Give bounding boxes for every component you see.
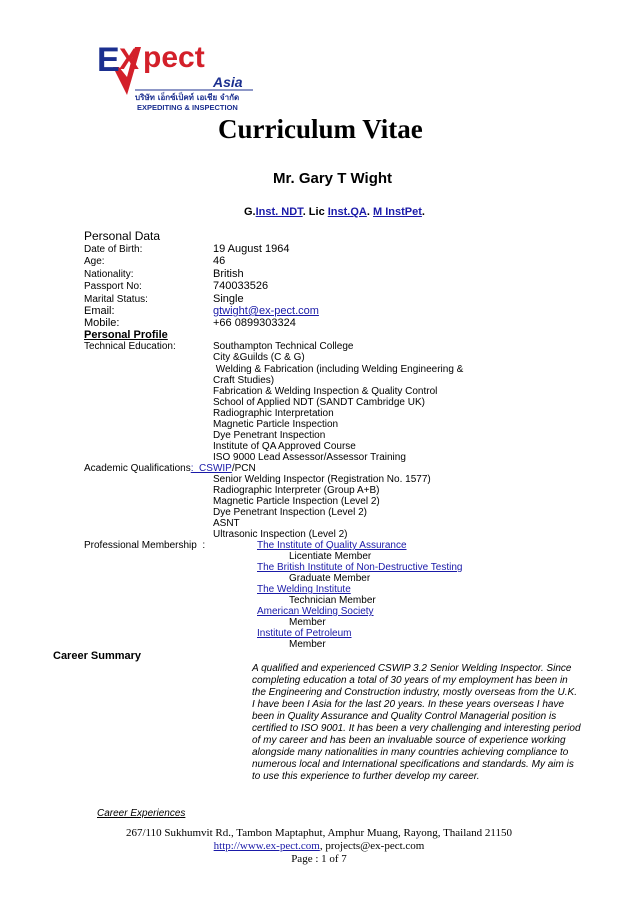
logo-thai-name: บริษัท เอ็กซ์เป็คท์ เอเชีย จำกัด [135,93,240,102]
marital-label: Marital Status: [84,294,148,305]
edu-line: Magnetic Particle Inspection [213,419,339,430]
cswip-link[interactable]: : CSWIP [190,463,232,474]
career-summary-heading: Career Summary [53,650,142,662]
logo-word-pect: pect [143,41,205,74]
age-label: Age: [84,256,105,267]
mobile-value: +66 0899303324 [213,317,296,329]
academic-line: Ultrasonic Inspection (Level 2) [213,529,348,540]
personal-data-heading: Personal Data [84,229,161,243]
membership-grade: Licentiate Member [289,551,372,562]
inst-qa-link[interactable]: Inst.QA [327,206,367,218]
edu-line: Institute of QA Approved Course [213,441,356,452]
website-link[interactable]: http://www.ex-pect.com [213,840,320,852]
qual-end: . [421,206,425,218]
logo-graphic [95,37,255,113]
email-link[interactable]: gtwight@ex-pect.com [213,305,319,317]
marital-value: Single [213,293,244,305]
membership-grade: Member [289,617,326,628]
document-title: Curriculum Vitae [218,114,423,144]
company-logo [95,37,255,113]
inst-ndt-link[interactable]: Inst. NDT [255,206,303,218]
edu-line: Dye Penetrant Inspection [213,430,326,441]
career-summary-text: A qualified and experienced CSWIP 3.2 Senior Welding Inspector. Since completing education a total of 30 years of my employment has been in the Engineering and Construction industry, mostly overseas from the U.K. I have been I Asia for the last 20 years. In these years overseas I have been in Quality Assurance and Quality Control Managerial position is certified to ISO 9001. It has been a very challenging and interesting period of my career and has been an invaluable source of experience working alongside many nationalities in many countries achieving compliance to numerous local and International specifications and standards. My aim is to use this experience to further develop my career. [252,663,581,782]
academic-line: ASNT [213,518,240,529]
footer-contact [0,840,638,853]
personal-profile-heading: Personal Profile [84,329,168,341]
mobile-label: Mobile: [84,317,120,329]
academic-suffix: /PCN [231,463,256,474]
nationality-value: British [213,268,244,280]
edu-line: ISO 9000 Lead Assessor/Assessor Training [213,452,406,463]
page-footer [0,827,638,866]
passport-value: 740033526 [213,280,269,292]
academic-qualifications-row [84,463,256,474]
logo-letter-e: E [97,41,120,79]
academic-line: Dye Penetrant Inspection (Level 2) [213,507,367,518]
passport-label: Passport No: [84,281,142,292]
edu-line: Fabrication & Welding Inspection & Quality Control [213,386,438,397]
age-value: 46 [213,255,226,267]
membership-grade: Graduate Member [289,573,371,584]
membership-grade: Technician Member [289,595,376,606]
edu-line: Southampton Technical College [213,341,354,352]
academic-line: Radiographic Interpreter (Group A+B) [213,485,380,496]
academic-line: Senior Welding Inspector (Registration No. 1577) [213,474,431,485]
membership-org-link[interactable]: Institute of Petroleum [257,628,352,639]
edu-line: Craft Studies) [213,375,275,386]
candidate-name: Mr. Gary T Wight [273,170,393,187]
footer-email: , projects@ex-pect.com [319,840,425,852]
edu-line: Radiographic Interpretation [213,408,334,419]
edu-line: City &Guilds (C & G) [213,352,305,363]
edu-line: Welding & Fabrication (including Welding Engineering & [213,364,464,375]
academic-line: Magnetic Particle Inspection (Level 2) [213,496,380,507]
qual-g: G. [244,206,256,218]
dob-label: Date of Birth: [84,244,143,255]
logo-letter-x: X [119,43,140,76]
logo-tagline: EXPEDITING & INSPECTION [137,103,238,112]
membership-org-link[interactable]: The Welding Institute [257,584,351,595]
academic-label: Academic Qualifications [84,463,191,474]
qualifications-line [244,206,425,218]
page-number: Page : 1 of 7 [291,853,347,865]
dob-value: 19 August 1964 [213,243,290,255]
qual-lic: . Lic [302,206,328,218]
footer-address: 267/110 Sukhumvit Rd., Tambon Maptaphut, Amphur Muang, Rayong, Thailand 21150 [125,827,513,839]
qual-sep: . [366,206,373,218]
technical-education-label: Technical Education: [84,341,176,352]
logo-region: Asia [213,74,243,90]
membership-grade: Member [289,639,326,650]
email-label: Email: [84,305,115,317]
edu-line: School of Applied NDT (SANDT Cambridge UK) [213,397,425,408]
membership-org-link[interactable]: The British Institute of Non-Destructive Testing [257,562,463,573]
membership-label: Professional Membership : [84,540,206,551]
membership-org-link[interactable]: The Institute of Quality Assurance [257,540,407,551]
membership-org-link[interactable]: American Welding Society [257,606,374,617]
career-experiences-heading: Career Experiences [97,808,186,819]
m-instpet-link[interactable]: M InstPet [373,206,422,218]
nationality-label: Nationality: [84,269,134,280]
